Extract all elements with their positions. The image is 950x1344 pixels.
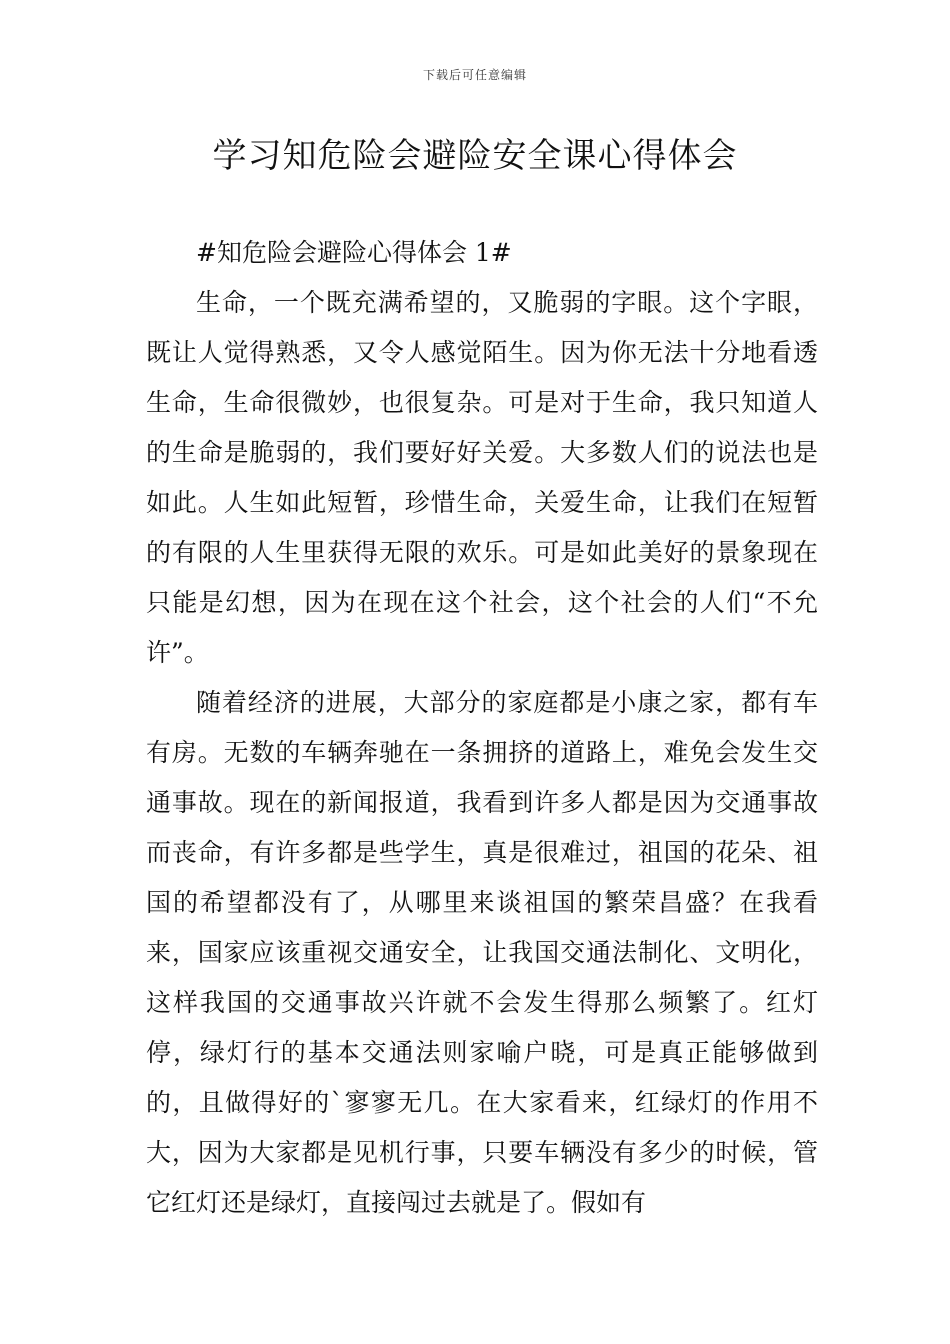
download-note: 下载后可任意编辑 bbox=[422, 68, 527, 82]
section-heading: #知危险会避险心得体会 1# bbox=[196, 238, 512, 267]
document-body bbox=[146, 228, 818, 1228]
paragraph-2: 随着经济的进展，大部分的家庭都是小康之家，都有车有房。无数的车辆奔驰在一条拥挤的道路上，难免会发生交通事故。现在的新闻报道，我看到许多人都是因为交通事故而丧命，有许多都是些学生，真是很难过，祖国的花朵、祖国的希望都没有了，从哪里来谈祖国的繁荣昌盛？在我看来，国家应该重视交通安全，让我国交通法制化、文明化，这样我国的交通事故兴许就不会发生得那么频繁了。红灯停，绿灯行的基本交通法则家喻户晓，可是真正能够做到的，且做得好的`寥寥无几。在大家看来，红绿灯的作用不大，因为大家都是见机行事，只要车辆没有多少的时候，管它红灯还是绿灯，直接闯过去就是了。假如有 bbox=[146, 688, 818, 1217]
document-title: 学习知危险会避险安全课心得体会 bbox=[212, 136, 738, 176]
paragraph-1: 生命，一个既充满希望的，又脆弱的字眼。这个字眼，既让人觉得熟悉，又令人感觉陌生。因为你无法十分地看透生命，生命很微妙，也很复杂。可是对于生命，我只知道人的生命是脆弱的，我们要好好关爱。大多数人们的说法也是如此。人生如此短暂，珍惜生命，关爱生命，让我们在短暂的有限的人生里获得无限的欢乐。可是如此美好的景象现在只能是幻想，因为在现在这个社会，这个社会的人们“不允许”。 bbox=[146, 288, 818, 667]
